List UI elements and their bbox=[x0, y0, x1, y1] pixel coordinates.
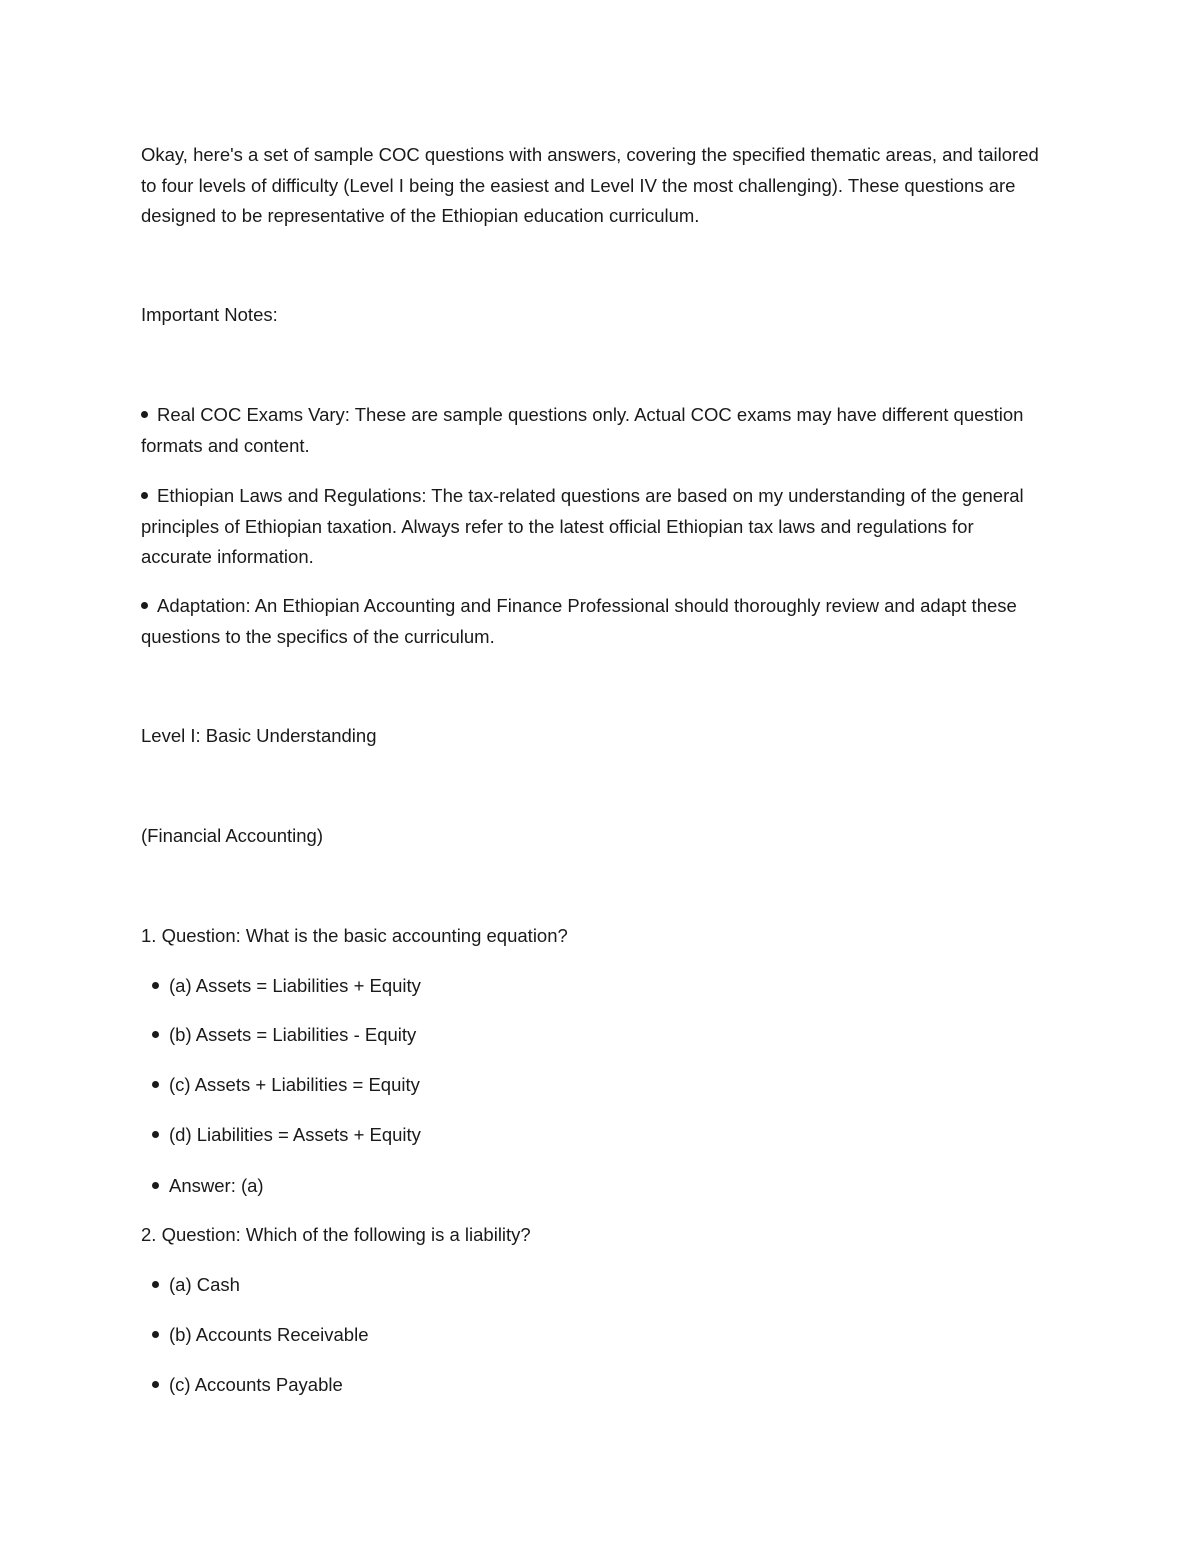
option-text: (c) Assets + Liabilities = Equity bbox=[169, 1074, 420, 1095]
bullet-icon bbox=[152, 982, 159, 989]
section-heading: (Financial Accounting) bbox=[141, 825, 324, 846]
bullet-icon bbox=[152, 1381, 159, 1388]
option-item bbox=[152, 971, 1032, 1002]
bullet-icon bbox=[141, 492, 148, 499]
notes-heading: Important Notes: bbox=[141, 304, 278, 325]
note-text: Real COC Exams Vary: These are sample questions only. Actual COC exams may have different question formats and content. bbox=[141, 404, 1024, 456]
option-item bbox=[152, 1320, 1032, 1351]
option-item bbox=[152, 1070, 1032, 1101]
option-item bbox=[152, 1120, 1032, 1151]
bullet-icon bbox=[152, 1031, 159, 1038]
bullet-icon bbox=[141, 411, 148, 418]
note-item bbox=[141, 400, 1041, 461]
note-text: Adaptation: An Ethiopian Accounting and Finance Professional should thoroughly review and adapt these questions to the specifics of the curriculum. bbox=[141, 595, 1017, 647]
option-text: (b) Assets = Liabilities - Equity bbox=[169, 1024, 417, 1045]
option-text: (a) Assets = Liabilities + Equity bbox=[169, 975, 421, 996]
note-item bbox=[141, 481, 1041, 573]
bullet-icon bbox=[152, 1131, 159, 1138]
option-item bbox=[152, 1020, 1032, 1051]
question-2: 2. Question: Which of the following is a liability? bbox=[141, 1224, 531, 1245]
option-item bbox=[152, 1370, 1032, 1401]
bullet-icon bbox=[152, 1281, 159, 1288]
note-text: Ethiopian Laws and Regulations: The tax-related questions are based on my understanding of the general principles of Ethiopian taxation. Always refer to the latest official Ethiopian tax laws and regulations for accurate information. bbox=[141, 485, 1024, 567]
option-text: (c) Accounts Payable bbox=[169, 1374, 343, 1395]
note-item bbox=[141, 591, 1041, 652]
bullet-icon bbox=[152, 1331, 159, 1338]
option-text: (b) Accounts Receivable bbox=[169, 1324, 369, 1345]
answer-item bbox=[152, 1171, 1032, 1202]
answer-text: Answer: (a) bbox=[169, 1175, 264, 1196]
level-heading: Level I: Basic Understanding bbox=[141, 725, 377, 746]
bullet-icon bbox=[152, 1081, 159, 1088]
question-1: 1. Question: What is the basic accounting equation? bbox=[141, 925, 568, 946]
bullet-icon bbox=[141, 602, 148, 609]
option-item bbox=[152, 1270, 1032, 1301]
intro-paragraph: Okay, here's a set of sample COC questions with answers, covering the specified thematic areas, and tailored to four levels of difficulty (Level I being the easiest and Level IV the most challenging). These questions are designed to be representative of the Ethiopian education curriculum. bbox=[141, 144, 1039, 226]
option-text: (a) Cash bbox=[169, 1274, 240, 1295]
bullet-icon bbox=[152, 1182, 159, 1189]
option-text: (d) Liabilities = Assets + Equity bbox=[169, 1124, 421, 1145]
